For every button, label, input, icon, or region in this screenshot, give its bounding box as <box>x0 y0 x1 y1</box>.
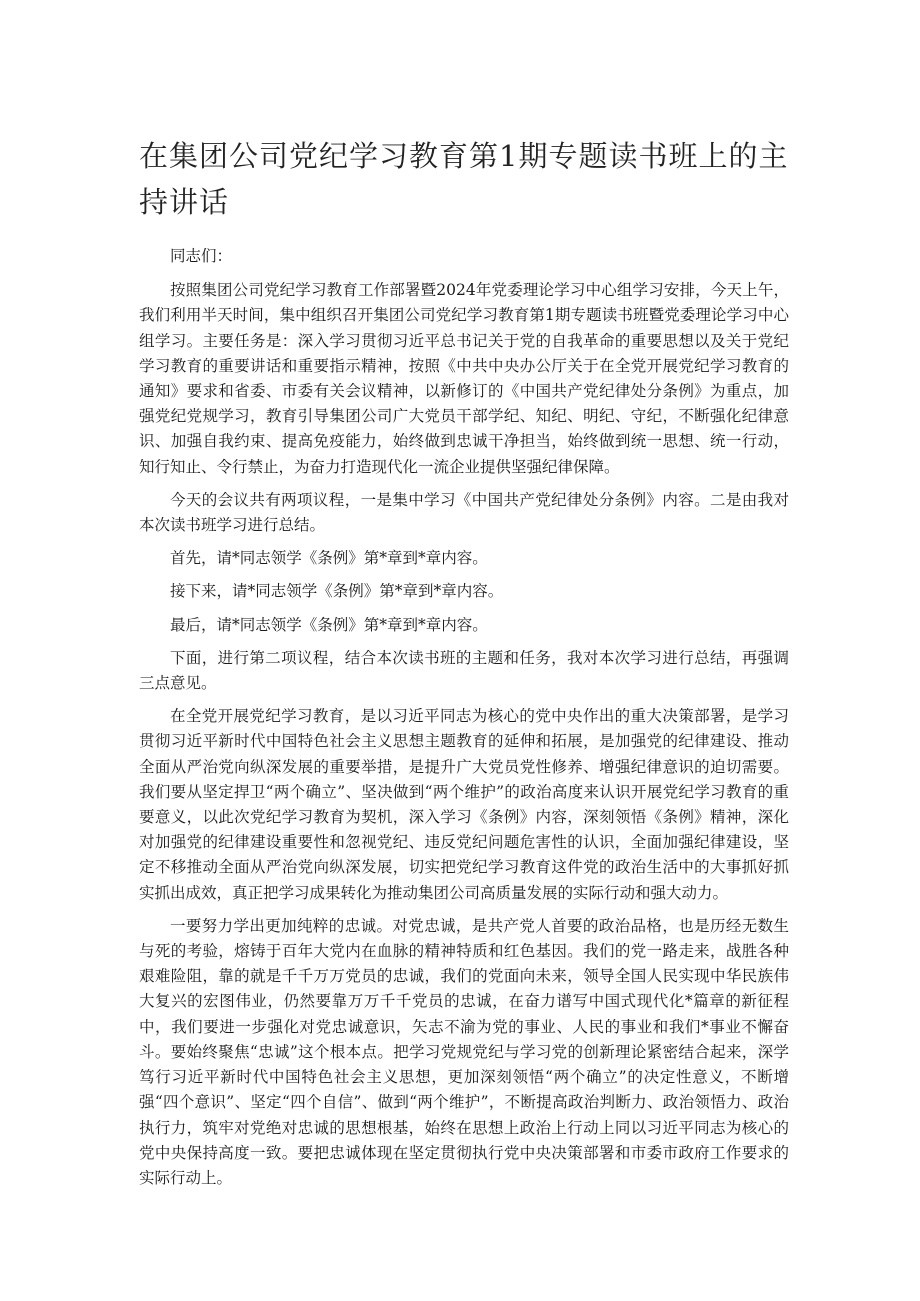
paragraph-second-reading: 接下来，请*同志领学《条例》第*章到*章内容。 <box>170 582 504 601</box>
paragraph-agenda: 今天的会议共有两项议程，一是集中学习《中国共产党纪律处分条例》内容。二是由我对本次读书班学习进行总结。 <box>139 490 789 535</box>
document-body <box>139 244 789 1199</box>
paragraph-first-reading: 首先，请*同志领学《条例》第*章到*章内容。 <box>170 549 488 568</box>
salutation: 同志们： <box>170 247 233 265</box>
paragraph-point-one: 一要努力学出更加纯粹的忠诚。对党忠诚，是共产党人首要的政治品格，也是历经无数生与死的考验，熔铸于百年大党内在血脉的精神特质和红色基因。我们的党一路走来，战胜各种艰难险阻，靠的就是千千万万党员的忠诚，我们的党面向未来，领导全国人民实现中华民族伟大复兴的宏图伟业，仍然要靠万万千千党员的忠诚，在奋力谱写中国式现代化*篇章的新征程中，我们要进一步强化对党忠诚意识，矢志不渝为党的事业、人民的事业和我们*事业不懈奋斗。要始终聚焦“忠诚”这个根本点。把学习党规党纪与学习党的创新理论紧密结合起来，深学笃行习近平新时代中国特色社会主义思想，更加深刻领悟“两个确立”的决定性意义，不断增强“四个意识”、坚定“四个自信”、做到“两个维护”，不断提高政治判断力、政治领悟力、政治执行力，筑牢对党绝对忠诚的思想根基，始终在思想上政治上行动上同以习近平同志为核心的党中央保持高度一致。要把忠诚体现在坚定贯彻执行党中央决策部署和市委市政府工作要求的实际行动上。 <box>139 916 789 1187</box>
paragraph-intro: 按照集团公司党纪学习教育工作部署暨2024年党委理论学习中心组学习安排，今天上午，我们利用半天时间，集中组织召开集团公司党纪学习教育第1期专题读书班暨党委理论学习中心组学习。主要任务是：深入学习贯彻习近平总书记关于党的自我革命的重要思想以及关于党纪学习教育的重要讲话和重要指示精神，按照《中共中央办公厅关于在全党开展党纪学习教育的通知》要求和省委、市委有关会议精神，以新修订的《中国共产党纪律处分条例》为重点，加强党纪党规学习，教育引导集团公司广大党员干部学纪、知纪、明纪、守纪，不断强化纪律意识、加强自我约束、提高免疫能力，始终做到忠诚干净担当，始终做到统一思想、统一行动，知行知止、令行禁止，为奋力打造现代化一流企业提供坚强纪律保障。 <box>139 281 789 476</box>
paragraph-second-agenda: 下面，进行第二项议程，结合本次读书班的主题和任务，我对本次学习进行总结，再强调三点意见。 <box>139 648 789 693</box>
paragraph-final-reading: 最后，请*同志领学《条例》第*章到*章内容。 <box>170 615 488 634</box>
document-title: 在集团公司党纪学习教育第1期专题读书班上的主持讲话 <box>139 139 789 219</box>
paragraph-significance: 在全党开展党纪学习教育，是以习近平同志为核心的党中央作出的重大决策部署，是学习贯彻习近平新时代中国特色社会主义思想主题教育的延伸和拓展，是加强党的纪律建设、推动全面从严治党向纵深发展的重要举措，是提升广大党员党性修养、增强纪律意识的迫切需要。我们要从坚定捍卫“两个确立”、坚决做到“两个维护”的政治高度来认识开展党纪学习教育的重要意义，以此次党纪学习教育为契机，深入学习《条例》内容，深刻领悟《条例》精神，深化对加强党的纪律建设重要性和忽视党纪、违反党纪问题危害性的认识，全面加强纪律建设，坚定不移推动全面从严治党向纵深发展，切实把党纪学习教育这件党的政治生活中的大事抓好抓实抓出成效，真正把学习成果转化为推动集团公司高质量发展的实际行动和强大动力。 <box>139 707 789 902</box>
